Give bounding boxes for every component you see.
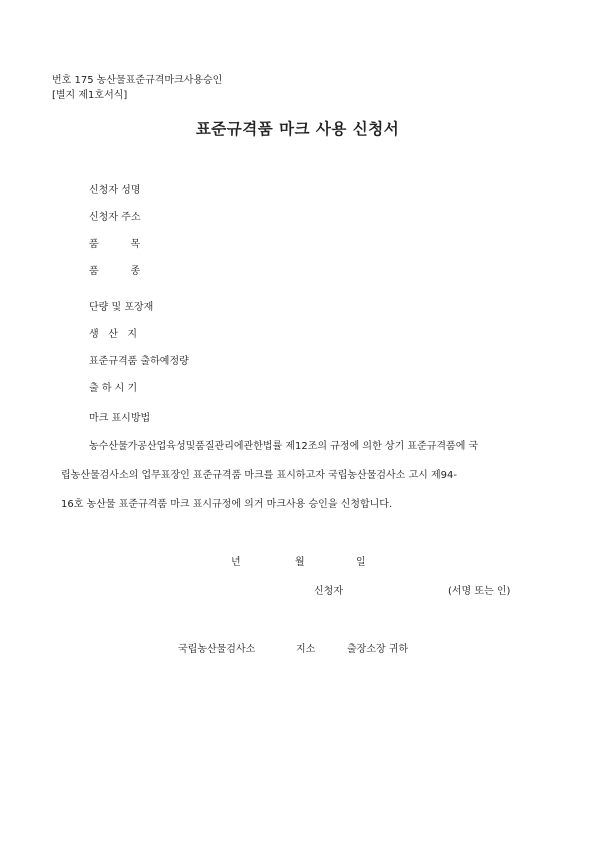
addressee-chief: 출장소장 귀하	[347, 644, 409, 655]
field-item: 품 목	[89, 239, 141, 250]
addressee-office: 국립농산물검사소	[178, 644, 256, 655]
field-applicant-name: 신청자 성명	[89, 185, 141, 196]
addressee-branch: 지소	[296, 644, 316, 655]
header-form-type: [별지 제1호서식]	[52, 90, 128, 101]
body-line-3: 16호 농산물 표준규격품 마크 표시규정에 의거 마크사용 승인을 신청합니다.	[61, 499, 393, 510]
date-year: 년	[231, 557, 241, 568]
body-line-1: 농수산물가공산업육성및품질관리에관한법률 제12조의 규정에 의한 상기 표준규격품에 국	[89, 441, 479, 452]
date-day: 일	[356, 557, 366, 568]
field-mark-method: 마크 표시방법	[89, 413, 151, 424]
applicant-label: 신청자	[314, 586, 343, 597]
page-title: 표준규격품 마크 사용 신청서	[195, 120, 400, 138]
sign-note: (서명 또는 인)	[448, 586, 511, 597]
date-month: 월	[295, 557, 305, 568]
body-line-2: 립농산물검사소의 업무표장인 표준규격품 마크를 표시하고자 국립농산물검사소 고시 제94-	[61, 470, 458, 481]
field-variety: 품 종	[89, 266, 141, 277]
field-expected-quantity: 표준규격품 출하예정량	[89, 356, 189, 367]
field-production-area: 생 산 지	[89, 329, 138, 340]
field-unit-packaging: 단량 및 포장재	[89, 302, 154, 313]
header-form-number: 번호 175 농산물표준규격마크사용승인	[52, 75, 223, 86]
field-applicant-address: 신청자 주소	[89, 212, 141, 223]
field-shipping-period: 출 하 시 기	[89, 383, 138, 394]
